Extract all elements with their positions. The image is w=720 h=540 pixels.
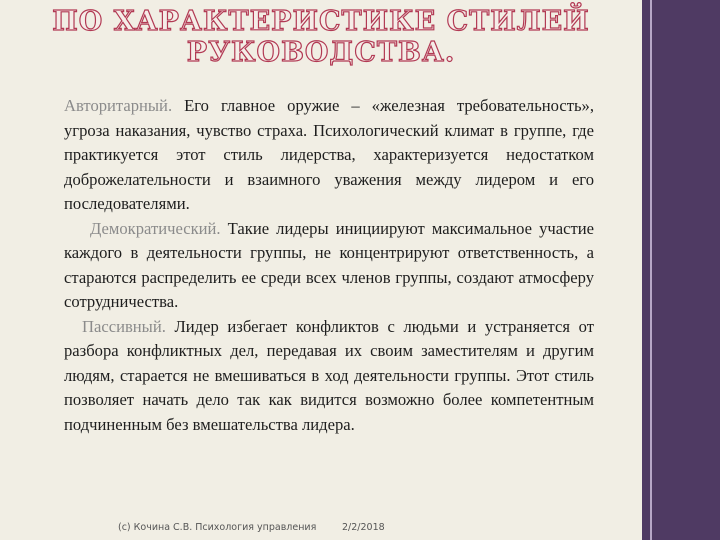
title-line-2: РУКОВОДСТВА. <box>186 37 456 68</box>
paragraph-authoritarian <box>64 94 594 217</box>
slide-title <box>0 6 642 68</box>
slide-body <box>64 94 594 437</box>
term-authoritarian: Авторитарный. <box>64 96 173 115</box>
title-line-1: ПО ХАРАКТЕРИСТИКЕ СТИЛЕЙ <box>52 6 590 37</box>
footer-author: (с) Кочина С.В. Психология управления <box>118 522 317 533</box>
text-passive: Лидер избегает конфликтов с людьми и устраняется от разбора конфликтных дел, передавая их своим заместителям и другим людям, старается не вмешиваться в ход деятельности группы. Этот стиль позволяет начать дело так как видится возможно более компетентным подчиненным без вмешательства лидера. <box>64 316 594 434</box>
paragraph-democratic <box>64 217 594 315</box>
text-democratic: Такие лидеры инициируют максимальное участие каждого в деятельности группы, не концентрируют ответственность, а стараются распределить ее среди всех членов группы, создают атмосферу сотрудничества. <box>64 218 594 311</box>
paragraph-passive <box>64 315 594 438</box>
decorative-sidebar <box>642 0 720 540</box>
term-democratic: Демократический. <box>90 218 221 238</box>
text-authoritarian: Его главное оружие – «железная требовательность», угроза наказания, чувство страха. Психологический климат в группе, где практикуется этот стиль лидерства, характеризуется недостатком доброжелательности и взаимного уважения между лидером и его последователями. <box>64 96 594 213</box>
footer-date: 2/2/2018 <box>342 522 385 533</box>
sidebar-divider-line <box>650 0 652 540</box>
term-passive: Пассивный. <box>82 316 166 336</box>
